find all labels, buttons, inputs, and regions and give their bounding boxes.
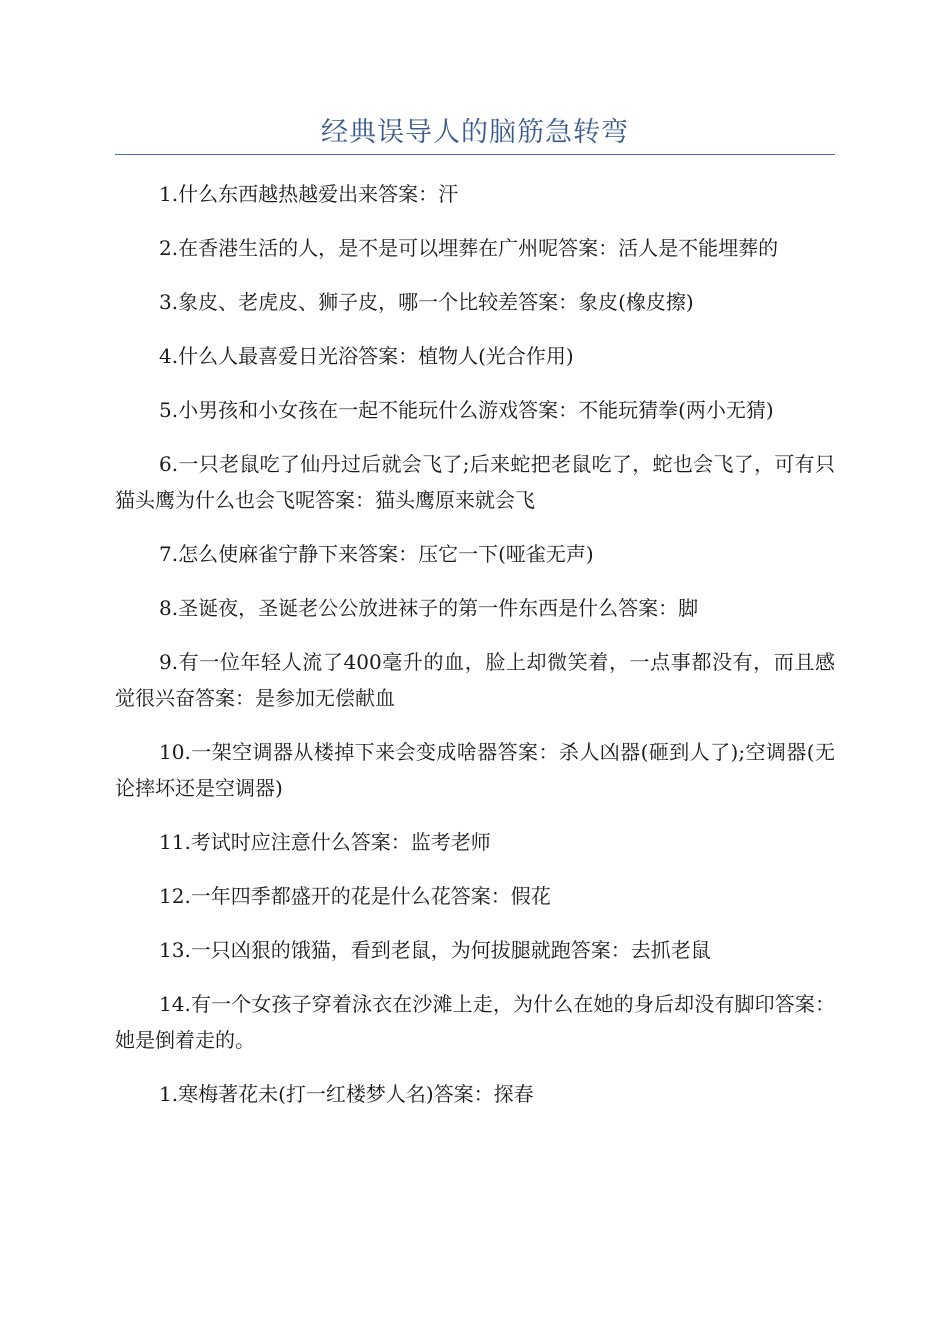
paragraph-6: 6.一只老鼠吃了仙丹过后就会飞了;后来蛇把老鼠吃了，蛇也会飞了，可有只猫头鹰为什么也会飞呢答案：猫头鹰原来就会飞 [115,452,835,512]
document-body [115,176,835,1130]
paragraph-11: 11.考试时应注意什么答案：监考老师 [159,830,491,854]
paragraph-15: 1.寒梅著花未(打一红楼梦人名)答案：探春 [159,1082,534,1106]
paragraph-5: 5.小男孩和小女孩在一起不能玩什么游戏答案：不能玩猜拳(两小无猜) [159,398,774,422]
paragraph-9: 9.有一位年轻人流了400毫升的血，脸上却微笑着，一点事都没有，而且感觉很兴奋答案：是参加无偿献血 [115,650,835,710]
paragraph-1: 1.什么东西越热越爱出来答案：汗 [159,182,459,206]
title-underline [115,154,835,155]
paragraph-8: 8.圣诞夜，圣诞老公公放进袜子的第一件东西是什么答案：脚 [159,596,699,620]
paragraph-10: 10.一架空调器从楼掉下来会变成啥器答案：杀人凶器(砸到人了);空调器(无论摔坏还是空调器) [115,740,835,800]
paragraph-12: 12.一年四季都盛开的花是什么花答案：假花 [159,884,551,908]
paragraph-2: 2.在香港生活的人，是不是可以埋葬在广州呢答案：活人是不能埋葬的 [159,236,779,260]
paragraph-7: 7.怎么使麻雀宁静下来答案：压它一下(哑雀无声) [159,542,594,566]
paragraph-4: 4.什么人最喜爱日光浴答案：植物人(光合作用) [159,344,574,368]
paragraph-3: 3.象皮、老虎皮、狮子皮，哪一个比较差答案：象皮(橡皮擦) [159,290,694,314]
paragraph-14: 14.有一个女孩子穿着泳衣在沙滩上走，为什么在她的身后却没有脚印答案：她是倒着走的。 [115,992,835,1052]
document-title: 经典误导人的脑筋急转弯 [321,117,629,148]
paragraph-13: 13.一只凶狠的饿猫，看到老鼠，为何拔腿就跑答案：去抓老鼠 [159,938,711,962]
